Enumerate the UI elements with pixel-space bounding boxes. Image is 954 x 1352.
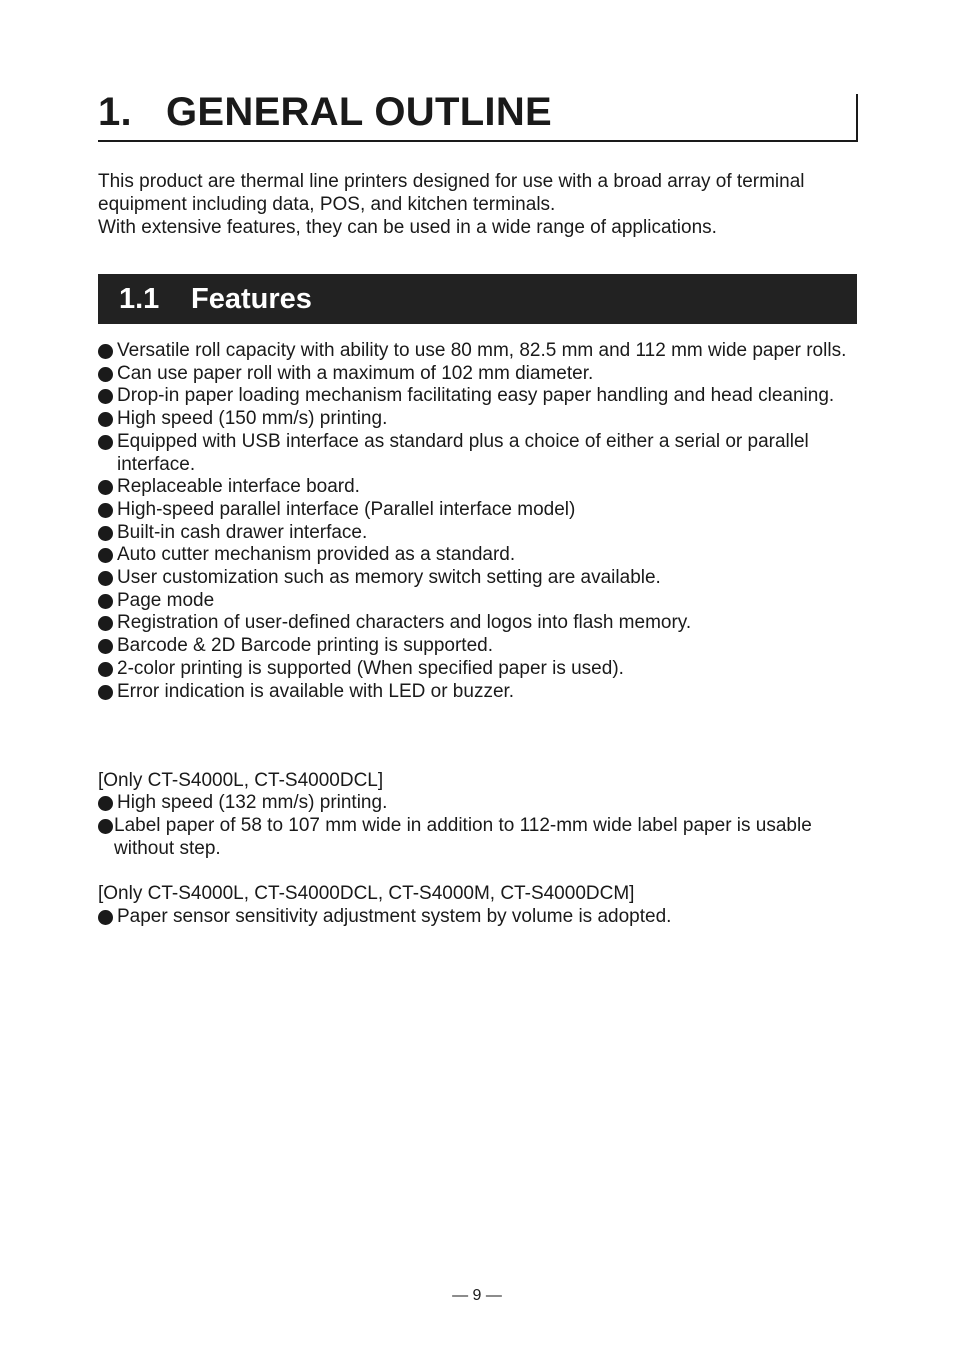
feature-item	[98, 431, 860, 476]
bullet-icon	[98, 526, 113, 541]
feature-text: Equipped with USB interface as standard plus a choice of either a serial or parallel interface.	[117, 430, 809, 475]
feature-item	[98, 567, 860, 590]
bullet-icon	[98, 480, 113, 495]
section-number: 1.1	[119, 283, 160, 315]
bullet-icon	[98, 435, 113, 450]
feature-text: Versatile roll capacity with ability to use 80 mm, 82.5 mm and 112 mm wide paper rolls.	[117, 340, 847, 361]
feature-text: Barcode & 2D Barcode printing is supported.	[117, 635, 493, 657]
feature-text: 2-color printing is supported (When specified paper is used).	[117, 657, 624, 679]
intro-paragraph: This product are thermal line printers designed for use with a broad array of terminal equipment including data, POS, and kitchen terminals.	[98, 171, 805, 215]
model-specific-features	[98, 747, 860, 929]
feature-item	[98, 544, 860, 567]
bullet-icon	[98, 344, 113, 359]
feature-text: High-speed parallel interface (Parallel interface model)	[117, 498, 576, 520]
bullet-icon	[98, 571, 113, 586]
bullet-icon	[98, 616, 113, 631]
bullet-icon	[98, 819, 113, 834]
feature-text: Page mode	[117, 589, 215, 611]
feature-item	[98, 522, 860, 545]
feature-text: User customization such as memory switch setting are available.	[117, 567, 661, 589]
bullet-icon	[98, 796, 113, 811]
feature-text: Auto cutter mechanism provided as a standard.	[117, 544, 516, 566]
bullet-icon	[98, 548, 113, 563]
chapter-title	[98, 90, 552, 134]
feature-item	[98, 476, 860, 499]
model-group-list	[98, 792, 860, 860]
feature-text: Label paper of 58 to 107 mm wide in addition to 112-mm wide label paper is usable without step.	[114, 815, 812, 859]
feature-text: Paper sensor sensitivity adjustment system by volume is adopted.	[117, 905, 672, 927]
feature-item	[98, 815, 860, 860]
bullet-icon	[98, 662, 113, 677]
bullet-icon	[98, 367, 113, 382]
model-group-heading: [Only CT-S4000L, CT-S4000DCL, CT-S4000M, CT-S4000DCM]	[98, 883, 635, 905]
feature-item	[98, 906, 860, 929]
feature-item	[98, 363, 860, 386]
feature-text: Registration of user-defined characters and logos into flash memory.	[117, 612, 692, 634]
feature-item	[98, 681, 860, 704]
feature-text: High speed (150 mm/s) printing.	[117, 408, 388, 430]
feature-text: High speed (132 mm/s) printing.	[117, 792, 388, 814]
feature-text: Built-in cash drawer interface.	[117, 521, 368, 543]
bullet-icon	[98, 503, 113, 518]
bullet-icon	[98, 389, 113, 404]
section-title-text: Features	[191, 283, 312, 315]
intro-text	[98, 170, 860, 239]
chapter-number: 1.	[98, 90, 132, 134]
feature-text: Replaceable interface board.	[117, 476, 360, 498]
model-group-heading: [Only CT-S4000L, CT-S4000DCL]	[98, 769, 384, 791]
feature-item	[98, 499, 860, 522]
feature-item	[98, 590, 860, 613]
bullet-icon	[98, 412, 113, 427]
section-title	[119, 283, 312, 315]
bullet-icon	[98, 685, 113, 700]
features-list	[98, 340, 860, 703]
chapter-title-text: GENERAL OUTLINE	[166, 90, 553, 134]
feature-item	[98, 792, 860, 815]
bullet-icon	[98, 594, 113, 609]
feature-item	[98, 635, 860, 658]
feature-item	[98, 658, 860, 681]
model-group-list	[98, 906, 860, 929]
bullet-icon	[98, 639, 113, 654]
page-number: — 9 —	[452, 1287, 502, 1304]
feature-text: Error indication is available with LED or buzzer.	[117, 680, 515, 702]
feature-item	[98, 408, 860, 431]
feature-text: Can use paper roll with a maximum of 102 mm diameter.	[117, 362, 594, 384]
chapter-header	[98, 90, 858, 142]
bullet-icon	[98, 910, 113, 925]
feature-item	[98, 612, 860, 635]
feature-item	[98, 385, 860, 408]
intro-paragraph: With extensive features, they can be used in a wide range of applications.	[98, 217, 717, 238]
section-header-bar	[98, 274, 857, 324]
feature-item	[98, 340, 860, 363]
feature-text: Drop-in paper loading mechanism facilitating easy paper handling and head cleaning.	[117, 385, 835, 407]
